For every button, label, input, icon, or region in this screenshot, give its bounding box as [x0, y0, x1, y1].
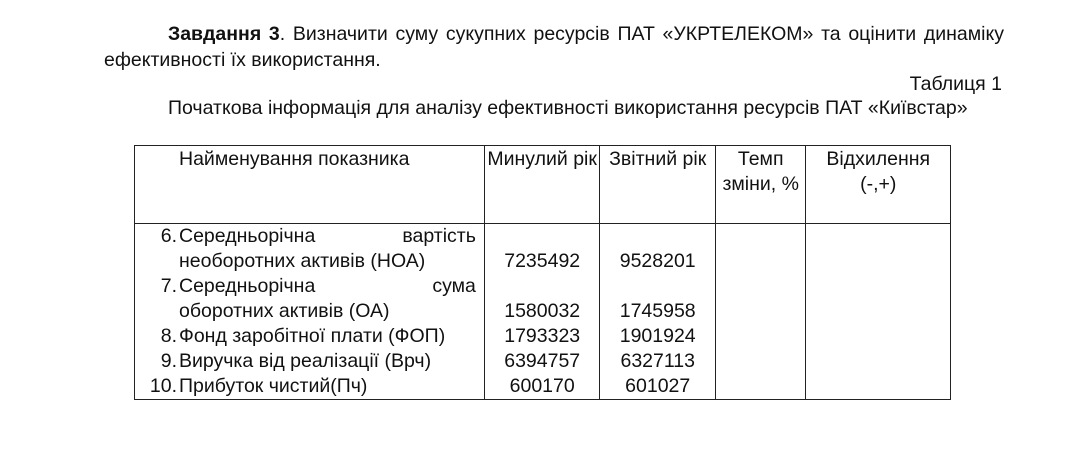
- indicator-row-8: [135, 324, 484, 349]
- indicator-row-6: [135, 224, 484, 249]
- indicator-label: Середньорічна вартість: [179, 225, 476, 247]
- indicator-number: 8.: [160, 325, 177, 347]
- header-report-year: Звітний рік: [600, 146, 716, 224]
- indicator-number: 9.: [160, 350, 177, 372]
- table-number: Таблиця 1: [909, 73, 1002, 95]
- report-year-values-cell: [600, 224, 716, 400]
- header-prev-year: Минулий рік: [484, 146, 600, 224]
- indicator-label: Середньорічна сума: [179, 275, 476, 297]
- prev-year-values-cell: [484, 224, 600, 400]
- task-statement: [104, 21, 1004, 73]
- indicator-row-7: [135, 274, 484, 299]
- table-header-row: [135, 146, 951, 224]
- task-label: Завдання 3: [168, 23, 280, 45]
- header-deviation: Відхилення (-,+): [806, 146, 951, 224]
- indicator-label: Прибуток чистий(Пч): [179, 375, 368, 397]
- rate-values-cell: [715, 224, 806, 400]
- task-text: . Визначити суму сукупних ресурсів ПАТ «УКРТЕЛЕКОМ» та оцінити динаміку ефективності їх використання.: [104, 23, 1004, 71]
- indicator-label-cont: необоротних активів (НОА): [179, 250, 426, 272]
- indicator-number: 10.: [149, 375, 177, 397]
- deviation-values-cell: [806, 224, 951, 400]
- prev-value: 600170: [509, 375, 575, 397]
- prev-value: 7235492: [504, 250, 581, 272]
- header-name: Найменування показника: [135, 146, 485, 224]
- curr-value: 601027: [625, 375, 691, 397]
- indicator-row-9: [135, 349, 484, 374]
- indicator-row-6-cont: [135, 249, 484, 274]
- indicators-table: [134, 145, 951, 400]
- indicator-label: Виручка від реалізації (Врч): [179, 350, 432, 372]
- indicator-row-10: [135, 374, 484, 399]
- prev-value: 6394757: [504, 350, 581, 372]
- indicator-label-cont: оборотних активів (ОА): [179, 300, 390, 322]
- indicator-label: Фонд заробітної плати (ФОП): [179, 325, 446, 347]
- table-body-row: [135, 224, 951, 400]
- curr-value: 6327113: [620, 350, 695, 372]
- curr-value: 1745958: [619, 300, 696, 322]
- table-caption: Початкова інформація для аналізу ефективності використання ресурсів ПАТ «Київстар»: [168, 97, 968, 119]
- prev-value: 1580032: [504, 300, 581, 322]
- prev-value: 1793323: [504, 325, 581, 347]
- indicator-number: 7.: [160, 275, 177, 297]
- curr-value: 9528201: [619, 250, 696, 272]
- header-rate: Темп зміни, %: [715, 146, 806, 224]
- indicator-row-7-cont: [135, 299, 484, 324]
- indicator-names-cell: [135, 224, 485, 400]
- indicator-number: 6.: [160, 225, 177, 247]
- curr-value: 1901924: [619, 325, 696, 347]
